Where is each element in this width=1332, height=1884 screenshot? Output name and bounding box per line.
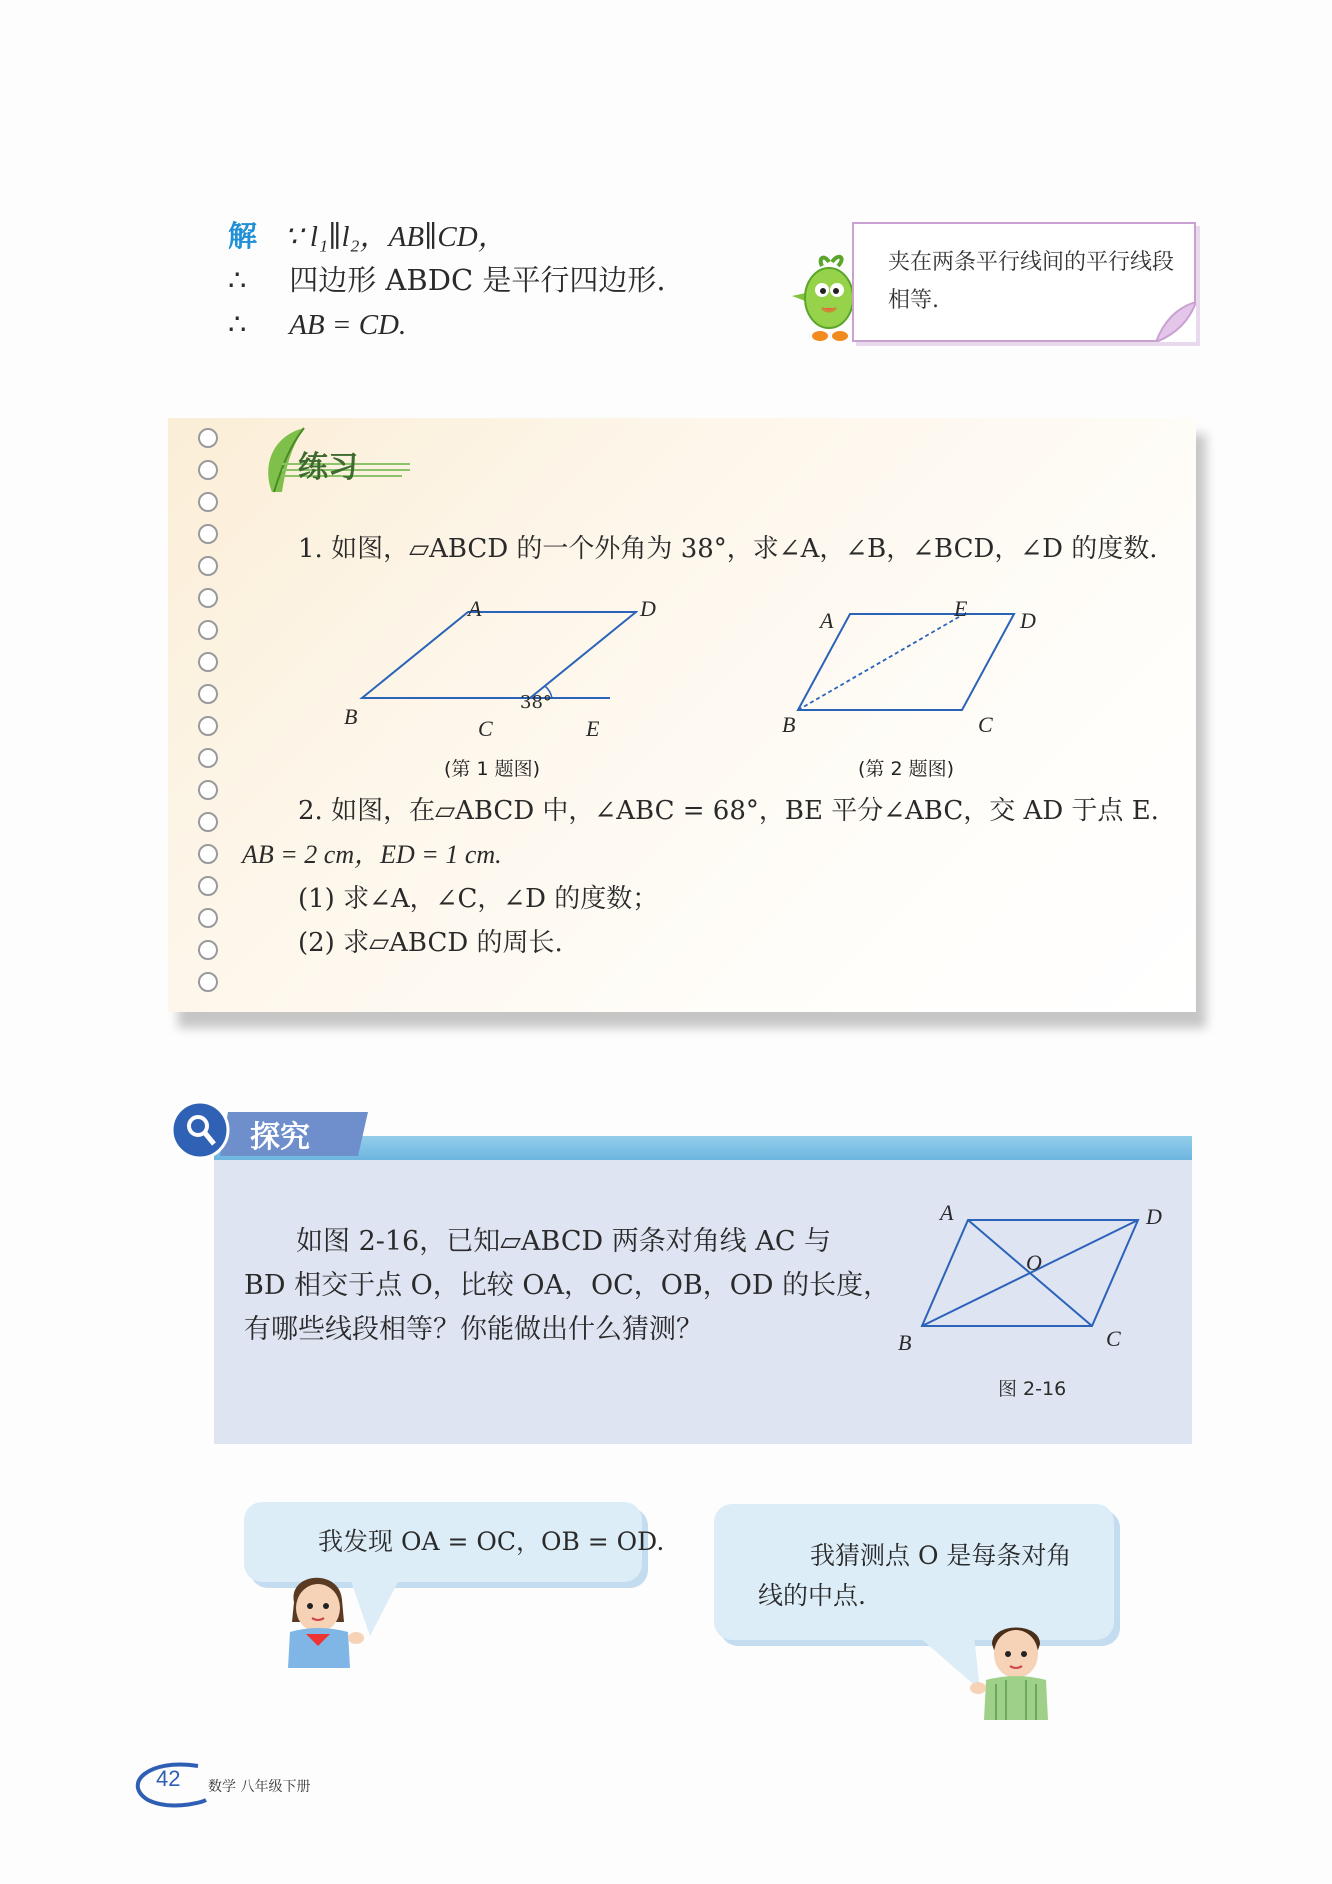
page-curl-icon bbox=[1146, 302, 1196, 342]
binder-ring bbox=[198, 492, 218, 512]
binder-ring bbox=[198, 876, 218, 896]
fig216-label-o: O bbox=[1026, 1250, 1042, 1275]
binder-ring bbox=[198, 556, 218, 576]
question-2: 2. 如图，在▱ABCD 中，∠ABC = 68°，BE 平分∠ABC，交 AD 于点 E. bbox=[298, 796, 1159, 826]
binder-ring bbox=[198, 940, 218, 960]
binder-ring bbox=[198, 620, 218, 640]
page-number: 42 bbox=[156, 1766, 181, 1791]
fig2-label-e: E bbox=[954, 596, 968, 621]
figure-1 bbox=[338, 588, 638, 718]
note-box bbox=[852, 222, 1196, 342]
fig2-label-b: B bbox=[782, 712, 796, 737]
girl-character-icon bbox=[270, 1562, 370, 1672]
fig1-angle-label: 38° bbox=[520, 692, 552, 713]
fig216-label-c: C bbox=[1106, 1326, 1121, 1351]
question-2-part-2: (2) 求▱ABCD 的周长. bbox=[298, 928, 563, 958]
fig216-caption: 图 2-16 bbox=[998, 1378, 1067, 1400]
therefore-symbol: ∴ bbox=[228, 307, 247, 341]
binder-ring bbox=[198, 812, 218, 832]
binder-ring bbox=[198, 908, 218, 928]
solution-premise: ∵ l₁∥l₂，AB∥CD， bbox=[284, 221, 507, 253]
fig1-label-a: A bbox=[468, 596, 482, 621]
binder-ring bbox=[198, 524, 218, 544]
solution-conclusion-2: AB = CD. bbox=[289, 309, 407, 341]
fig216-label-a: A bbox=[940, 1200, 954, 1225]
binder-ring bbox=[198, 844, 218, 864]
note-text: 夹在两条平行线间的平行线段相等. bbox=[888, 250, 1175, 313]
binder-ring bbox=[198, 588, 218, 608]
explore-line-2: BD 相交于点 O，比较 OA，OC，OB，OD 的长度， bbox=[244, 1270, 891, 1301]
fig1-label-b: B bbox=[344, 704, 358, 729]
solution-line-3 bbox=[228, 306, 406, 343]
explore-line-1: 如图 2-16，已知▱ABCD 两条对角线 AC 与 bbox=[296, 1226, 832, 1257]
fig2-caption: (第 2 题图) bbox=[858, 758, 954, 780]
fig1-label-e: E bbox=[586, 716, 600, 741]
binder-ring bbox=[198, 684, 218, 704]
therefore-symbol: ∴ bbox=[228, 263, 247, 297]
explore-line-3: 有哪些线段相等？你能做出什么猜测？ bbox=[244, 1314, 703, 1345]
fig2-label-a: A bbox=[820, 608, 834, 633]
binder-ring bbox=[198, 428, 218, 448]
fig2-label-d: D bbox=[1020, 608, 1036, 633]
binder-ring bbox=[198, 460, 218, 480]
question-2-givens: AB = 2 cm，ED = 1 cm. bbox=[242, 840, 502, 869]
bubble-right-line-1: 我猜测点 O 是每条对角 bbox=[810, 1541, 1072, 1570]
binder-ring bbox=[198, 748, 218, 768]
bubble-right-line-2: 线的中点. bbox=[758, 1581, 866, 1610]
question-1: 1. 如图，▱ABCD 的一个外角为 38°，求∠A，∠B，∠BCD，∠D 的度数. bbox=[298, 534, 1158, 564]
solution-label: 解 bbox=[228, 219, 258, 253]
solution-line-1 bbox=[228, 218, 507, 255]
question-2-part-1: (1) 求∠A，∠C，∠D 的度数； bbox=[298, 884, 659, 914]
practice-title: 练习 bbox=[298, 450, 358, 485]
solution-line-2 bbox=[228, 262, 666, 298]
book-title: 数学 八年级下册 bbox=[208, 1779, 311, 1795]
fig216-label-d: D bbox=[1146, 1204, 1162, 1229]
fig216-label-b: B bbox=[898, 1330, 912, 1355]
fig2-label-c: C bbox=[978, 712, 993, 737]
solution-conclusion-1: 四边形 ABDC 是平行四边形. bbox=[289, 263, 666, 297]
fig1-label-c: C bbox=[478, 716, 493, 741]
bubble-left-text: 我发现 OA = OC，OB = OD. bbox=[318, 1527, 665, 1556]
practice-panel bbox=[168, 418, 1196, 1012]
binder-ring bbox=[198, 972, 218, 992]
fig1-caption: (第 1 题图) bbox=[444, 758, 540, 780]
fig1-label-d: D bbox=[640, 596, 656, 621]
boy-character-icon bbox=[966, 1614, 1066, 1722]
binder-ring bbox=[198, 652, 218, 672]
binder-ring bbox=[198, 716, 218, 736]
explore-title: 探究 bbox=[250, 1120, 310, 1155]
binder-ring bbox=[198, 780, 218, 800]
